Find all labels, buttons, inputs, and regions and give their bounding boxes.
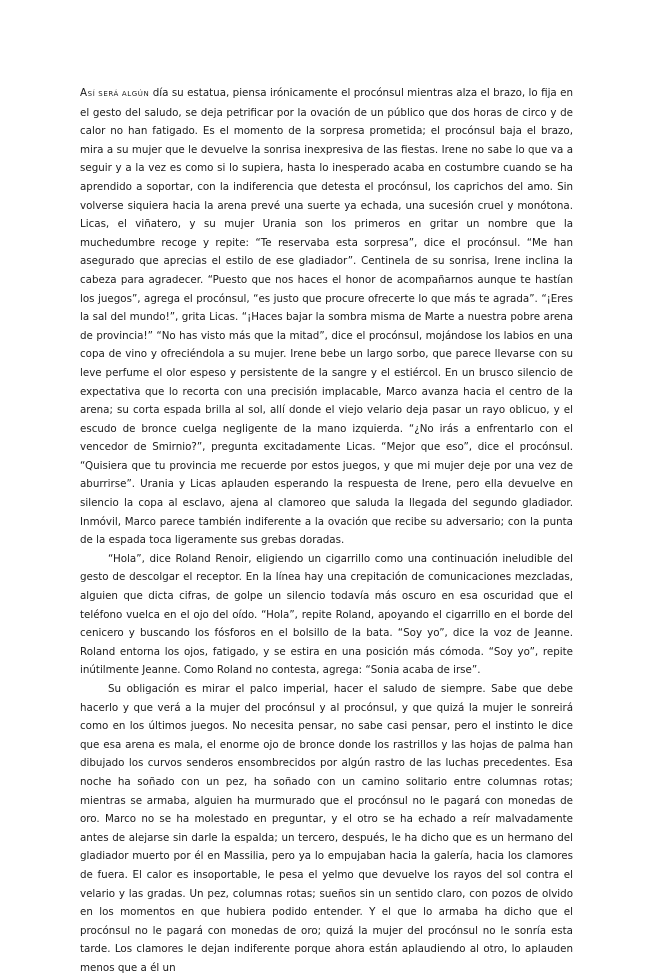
paragraph-1-text: día su estatua, piensa irónicamente el procónsul mientras alza el brazo, lo fija en el gesto del saludo, se deja petrificar por la ovación de un público que dos horas de circo y de calor no han fatigado. Es el momento de la sorpresa prometida; el procónsul baja el brazo, mira a su mujer que le devuelve la sonrisa inexpresiva de las fiestas. Irene no sabe lo que va a seguir y a la vez es como si lo supiera, hasta lo inesperado acaba en costumbre cuando se ha aprendido a soportar, con la indiferencia que detesta el procónsul, los caprichos del amo. Sin volverse siquiera hacia la arena prevé una suerte ya echada, una sucesión cruel y monótona. Licas, el viñatero, y su mujer Urania son los primeros en gritar un nombre que la muchedumbre recoge y repite: “Te reservaba esta sorpresa”, dice el procónsul. “Me han asegurado que aprecias el estilo de ese gladiador”. Centinela de su sonrisa, Irene inclina la cabeza para agradecer. “Puesto que nos haces el honor de acompañarnos aunque te hastían los juegos”, agrega el procónsul, “es justo que procure ofrecerte lo que más te agrada”. “¡Eres la sal del mundo!”, grita Licas. “¡Haces bajar la sombra misma de Marte a nuestra pobre arena de provincia!” “No has visto más que la mitad”, dice el procónsul, mojándose los labios en una copa de vino y ofreciéndola a su mujer. Irene bebe un largo sorbo, que parece llevarse con su leve perfume el olor espeso y persistente de la sangre y el estiércol. En un brusco silencio de expectativa que lo recorta con una precisión implacable, Marco avanza hacia el centro de la arena; su corta espada brilla al sol, allí donde el viejo velario deja pasar un rayo oblicuo, y el escudo de bronce cuelga negligente de la mano izquierda. “¿No irás a enfrentarlo con el vencedor de Smirnio?”, pregunta excitadamente Licas. “Mejor que eso”, dice el procónsul. “Quisiera que tu provincia me recuerde por estos juegos, y que mi mujer deje por una vez de aburrirse”. Urania y Licas aplauden esperando la respuesta de Irene, pero ella devuelve en silencio la copa al esclavo, ajena al clamoreo que saluda la llegada del segundo gladiador. Inmóvil, Marco parece también indiferente a la ovación que recibe su adversario; con la punta de la espada toca ligeramente sus grebas doradas. [80, 87, 573, 547]
small-caps-lead: ASÍ SERÁ ALGÚN [80, 87, 150, 99]
body-text [80, 84, 573, 978]
paragraph-1 [80, 84, 573, 550]
paragraph-3: Su obligación es mirar el palco imperial, hacer el saludo de siempre. Sabe que debe hacerlo y que verá a la mujer del procónsul y al procónsul, y que quizá la mujer le sonreirá como en los últimos juegos. No necesita pensar, no sabe casi pensar, pero el instinto le dice que esa arena es mala, el enorme ojo de bronce donde los rastrillos y las hojas de palma han dibujado los curvos senderos ensombrecidos por algún rastro de las luchas precedentes. Esa noche ha soñado con un pez, ha soñado con un camino solitario entre columnas rotas; mientras se armaba, alguien ha murmurado que el procónsul no le pagará con monedas de oro. Marco no se ha molestado en preguntar, y el otro se ha echado a reír malvadamente antes de alejarse sin darle la espalda; un tercero, después, le ha dicho que es un hermano del gladiador muerto por él en Massilia, pero ya lo empujaban hacia la galería, hacia los clamores de fuera. El calor es insoportable, le pesa el yelmo que devuelve los rayos del sol contra el velario y las gradas. Un pez, columnas rotas; sueños sin un sentido claro, con pozos de olvido en los momentos en que hubiera podido entender. Y el que lo armaba ha dicho que el procónsul no le pagará con monedas de oro; quizá la mujer del procónsul no le sonría esta tarde. Los clamores le dejan indiferente porque ahora están aplaudiendo al otro, lo aplauden menos que a él un [80, 683, 573, 974]
paragraph-2: “Hola”, dice Roland Renoir, eligiendo un cigarrillo como una continuación ineludible del gesto de descolgar el receptor. En la línea hay una crepitación de comunicaciones mezcladas, alguien que dicta cifras, de golpe un silencio todavía más oscuro en esa oscuridad que el teléfono vuelca en el ojo del oído. “Hola”, repite Roland, apoyando el cigarrillo en el borde del cenicero y buscando los fósforos en el bolsillo de la bata. “Soy yo”, dice la voz de Jeanne. Roland entorna los ojos, fatigado, y se estira en una posición más cómoda. “Soy yo”, repite inútilmente Jeanne. Como Roland no contesta, agrega: “Sonia acaba de irse”. [80, 552, 573, 677]
